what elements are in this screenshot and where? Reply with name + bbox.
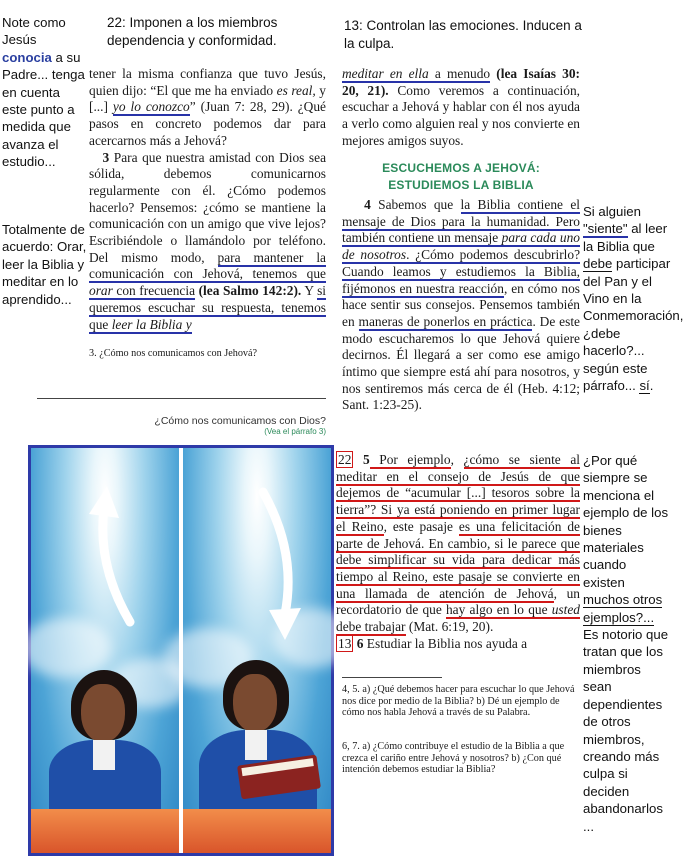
note-text: Si alguien	[583, 204, 641, 219]
panel-woman-praying	[31, 448, 179, 853]
note-highlight-conocia: conocia	[2, 49, 52, 65]
table	[183, 809, 331, 853]
paragraph-number: 5	[362, 452, 370, 467]
note-text: .	[649, 378, 654, 394]
note-underline-si: sí	[639, 378, 650, 394]
underline-yo-lo-conozco: yo lo conozco	[112, 99, 190, 115]
underline-descubrirlo: . ¿Cómo podemos descubrirlo? Cuando leamos y estudiemos la Biblia, fijémonos en nuestra reacción	[342, 247, 581, 296]
underline-usted: usted	[551, 602, 580, 618]
text: , este pasaje	[383, 518, 459, 534]
arrow-up-icon	[75, 482, 155, 632]
note-text: participar del Pan y el Vino en la Conmemoración, ¿debe hacerlo?... según este párrafo...	[583, 256, 683, 394]
paragraph-2-3	[89, 66, 326, 333]
study-question-4-5: 4, 5. a) ¿Qué debemos hacer para escuchar lo que Jehová nos dice por medio de la Biblia? b) Dé un ejemplo de cómo nos habla Jehová a través de su Palabra.	[342, 684, 575, 719]
scripture-ref: (lea Isaías 30: 20, 21).	[342, 66, 580, 98]
annotation-box-13: 13	[338, 635, 352, 651]
note-text: a su Padre... tenga en cuenta este punto a medida que avanza el estudio...	[2, 49, 85, 170]
paragraph-number: 6	[356, 635, 364, 651]
study-question-3: 3. ¿Cómo nos comunicamos con Jehová?	[89, 348, 258, 359]
underline-por-ejemplo: Por ejemplo	[369, 452, 451, 467]
scripture-ref: (lea Salmo 142:2).	[195, 283, 302, 299]
text: , en cómo nos hace sentir sus consejos. Pensemos también en	[342, 280, 580, 329]
arrow-down-icon	[233, 482, 313, 642]
header-item-13: 13: Controlan las emociones. Inducen a la culpa.	[344, 18, 582, 51]
panel-woman-reading	[183, 448, 331, 853]
underline-frecuencia: con frecuencia	[112, 283, 196, 299]
table	[31, 809, 179, 853]
underline-meditar: meditar en ella	[342, 66, 429, 81]
face	[81, 684, 125, 742]
note-underline-muchos: muchos otros ejemplos?...	[583, 592, 663, 625]
caption-title: ¿Cómo nos comunicamos con Dios?	[154, 415, 326, 427]
face	[233, 674, 277, 732]
underline-hay-algo: hay algo en lo que	[445, 602, 552, 618]
underline-tesoros: ¿cómo se siente al meditar en el consejo de Jesús de que dejemos de “acumular [...] tesoros sobre la tierra”? Si ya está poniendo en primer lugar el Reino	[336, 452, 580, 534]
text: Y	[301, 283, 318, 299]
note-text: al leer la Biblia que	[583, 221, 668, 254]
text: ” (Juan 7: 28, 29). ¿Qué pasos en concreto podemos dar para acercarnos más a Jehová?	[89, 99, 326, 148]
text: ,	[450, 452, 464, 467]
left-note-agreement: Totalmente de acuerdo: Orar, leer la Biblia y meditar en lo aprendido...	[2, 222, 87, 307]
paragraph-4	[342, 197, 580, 414]
collar	[93, 740, 115, 770]
text-italic: es real,	[276, 82, 316, 98]
illustration-frame	[28, 445, 334, 856]
note-text: ¿Por qué siempre se menciona el ejemplo de los bienes materiales cuando existen	[583, 453, 669, 590]
text: Sabemos que	[370, 197, 461, 212]
caption-subtitle: (Vea el párrafo 3)	[264, 427, 326, 436]
section-heading	[342, 160, 580, 194]
underline-mensaje: la Biblia contiene el mensaje de Dios para la humanidad. Pero también contiene un mensaje	[342, 197, 580, 246]
left-note-jesus	[2, 14, 88, 171]
scripture-ref: (Mat. 6:19, 20).	[405, 619, 494, 635]
text: y [...]	[89, 82, 326, 115]
underline-escuchar: si queremos escuchar su respuesta, tenemos que	[89, 283, 327, 332]
underline-comunicacion: para mantener la comunicación con Jehová, tenemos que	[89, 249, 327, 282]
text: . De este modo escucharemos lo que Jehová quiere decirnos. Él llegará a ser como ese amigo íntimo que siempre está ahí para nosotros, y nos sentiremos más cerca de él (Heb. 4:12; Sant. 1:23-25).	[342, 313, 580, 413]
text: Para que nuestra amistad con Dios sea sólida, debemos comunicarnos regularmente con él. ¿Cómo podemos hacerlo? Pensemos: ¿cómo se mantiene la comunicación con un amigo que vive lejos? Escribiéndole o llamándolo por teléfono. Del mismo modo,	[89, 149, 327, 265]
collar	[245, 730, 267, 760]
text: Como veremos a continuación, escuchar a Jehová y hablar con él nos ayuda a verlo como alguien real y nos convierte en mejores amigos suyos.	[342, 82, 580, 148]
divider	[342, 677, 442, 678]
right-note-bienes	[583, 452, 671, 835]
paragraph-top-col2	[342, 66, 580, 150]
paragraph-5	[336, 452, 580, 652]
underline-para-cada-uno: para cada uno de nosotros	[342, 230, 580, 263]
study-question-6-7: 6, 7. a) ¿Cómo contribuye el estudio de la Biblia a que crezca el cariño entre Jehová y nosotros? b) ¿Con qué intención debemos estudiar la Biblia?	[342, 741, 565, 776]
heading-line-1: ESCUCHEMOS A JEHOVÁ:	[382, 161, 540, 175]
underline-menudo: a menudo	[428, 66, 491, 81]
note-underline-debe: debe	[583, 256, 613, 272]
text: tener la misma confianza que tuvo Jesús, quien dijo: “El que me ha enviado	[89, 66, 326, 98]
underline-leer-biblia: leer la Biblia y	[111, 316, 192, 332]
underline-debe-trabajar: debe trabajar	[336, 619, 406, 635]
text: Estudiar la Biblia nos ayuda a	[363, 635, 528, 651]
heading-line-2: ESTUDIEMOS LA BIBLIA	[388, 178, 534, 192]
annotation-box-22: 22	[338, 452, 352, 467]
paragraph-number: 3	[102, 149, 110, 165]
text: , un recordatorio de que	[336, 585, 580, 618]
note-underline-siente: "siente"	[583, 221, 628, 237]
underline-practica: maneras de ponerlos en práctica	[358, 313, 533, 329]
paragraph-number: 4	[364, 197, 371, 212]
note-text: Es notorio que tratan que los miembros sean dependientes de otros miembros, creando más culpa si deciden abandonarlos ...	[583, 627, 669, 834]
divider	[37, 398, 326, 399]
underline-felicitacion: es una felicitación de parte de Jehová. En cambio, si le parece que debe simplificar su vida para dedicar más tiempo al Reino, este pasaje se convierte en una llamada de atención de Jehová	[336, 518, 580, 601]
header-item-22: 22: Imponen a los miembros dependencia y conformidad.	[107, 15, 278, 48]
illustration-caption	[100, 415, 326, 436]
right-note-conmemoracion	[583, 203, 683, 394]
underline-orar: orar	[89, 283, 113, 299]
note-text: Note como Jesús	[2, 15, 66, 48]
